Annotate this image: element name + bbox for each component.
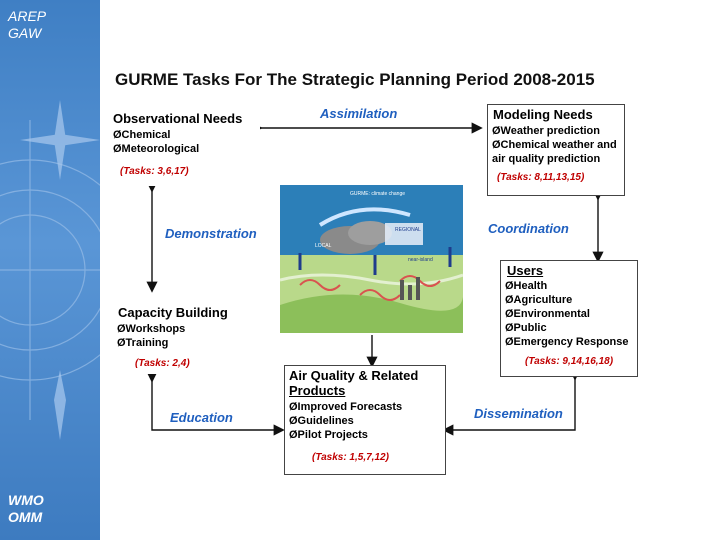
list-item: ØPublic (505, 322, 547, 334)
list-item: ØHealth (505, 280, 548, 292)
climate-illustration (280, 185, 463, 333)
education-label: Education (170, 410, 233, 425)
list-item: air quality prediction (492, 153, 601, 165)
products-heading-line1: Air Quality & Related (289, 368, 419, 383)
list-item: ØWeather prediction (492, 125, 600, 137)
demonstration-label: Demonstration (165, 226, 257, 241)
capacity-building-heading: Capacity Building (118, 305, 228, 320)
users-tasks: (Tasks: 9,14,16,18) (525, 356, 614, 367)
figure-caption: GURME: climate change (350, 191, 406, 197)
list-item: ØWorkshops (117, 323, 186, 335)
observational-tasks: (Tasks: 3,6,17) (120, 166, 189, 177)
brand-bottom-line1: WMO (8, 492, 44, 508)
capacity-tasks: (Tasks: 2,4) (135, 358, 190, 369)
figure-local-label: LOCAL (315, 243, 332, 249)
figure-regional-label: REGIONAL (395, 227, 421, 233)
list-item: ØChemical (113, 129, 171, 141)
observational-needs-heading: Observational Needs (113, 111, 243, 126)
modeling-needs-heading: Modeling Needs (493, 107, 593, 122)
page-title: GURME Tasks For The Strategic Planning Period 2008-2015 (115, 70, 595, 89)
list-item: ØEnvironmental (505, 308, 590, 320)
coordination-label: Coordination (488, 221, 569, 236)
products-tasks: (Tasks: 1,5,7,12) (312, 452, 389, 463)
users-heading: Users (507, 263, 544, 278)
list-item: ØTraining (117, 337, 169, 349)
assimilation-label: Assimilation (320, 106, 398, 121)
arrow-dissemination (445, 378, 575, 430)
products-heading-line2: Products (289, 383, 346, 398)
figure-near-island-label: near-island (408, 257, 433, 263)
brand-top-line1: AREP (8, 8, 47, 24)
brand-bottom-line2: OMM (8, 509, 43, 525)
dissemination-label: Dissemination (474, 406, 563, 421)
list-item: ØMeteorological (113, 143, 200, 155)
list-item: ØPilot Projects (289, 429, 368, 441)
modeling-tasks: (Tasks: 8,11,13,15) (497, 172, 585, 183)
list-item: ØImproved Forecasts (289, 401, 403, 413)
brand-top-line2: GAW (8, 25, 42, 41)
list-item: ØChemical weather and (492, 139, 617, 151)
list-item: ØAgriculture (505, 294, 573, 306)
list-item: ØGuidelines (289, 415, 354, 427)
list-item: ØEmergency Response (505, 336, 629, 348)
